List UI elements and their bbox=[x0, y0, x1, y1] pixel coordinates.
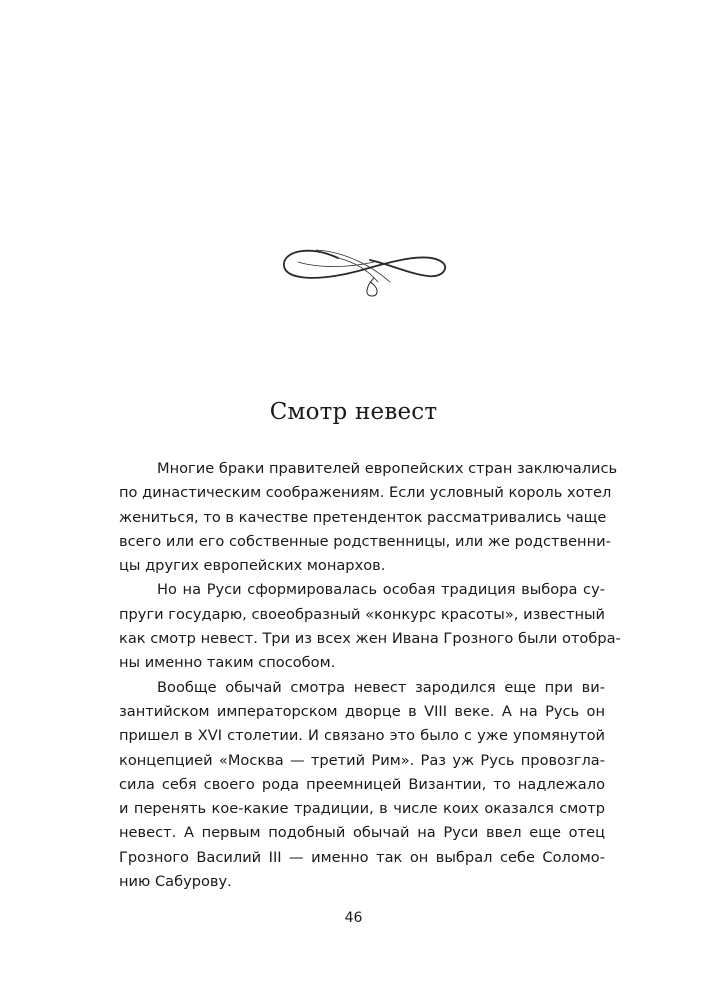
text-line: сила себя своего рода преемницей Византии, то надлежало bbox=[119, 775, 605, 793]
text-line: Вообще обычай смотра невест зародился еще при ви- bbox=[157, 678, 605, 696]
text-line: как смотр невест. Три из всех жен Ивана Грозного были отобра- bbox=[119, 630, 621, 648]
chapter-title: Смотр невест bbox=[269, 399, 438, 425]
page-number: 46 bbox=[344, 910, 363, 926]
text-line: нию Сабурову. bbox=[119, 873, 232, 891]
text-line: пруги государю, своеобразный «конкурс красоты», известный bbox=[119, 605, 605, 623]
text-line: ны именно таким способом. bbox=[119, 654, 336, 672]
text-line: цы других европейских монархов. bbox=[119, 557, 386, 575]
text-line: и перенять кое-какие традиции, в числе коих оказался смотр bbox=[119, 800, 605, 818]
text-line: по династическим соображениям. Если условный король хотел bbox=[119, 484, 612, 502]
text-line: зантийском императорском дворце в VIII веке. А на Русь он bbox=[119, 702, 605, 720]
body-text bbox=[119, 457, 621, 894]
text-line: невест. А первым подобный обычай на Руси ввел еще отец bbox=[119, 824, 605, 842]
text-line: Грозного Василий III — именно так он выбрал себе Соломо- bbox=[119, 848, 605, 866]
decorative-flourish-ornament bbox=[278, 238, 450, 302]
text-line: концепцией «Москва — третий Рим». Раз уж Русь провозгла- bbox=[119, 751, 605, 769]
text-line: жениться, то в качестве претенденток рассматривались чаще bbox=[119, 508, 607, 526]
text-line: Многие браки правителей европейских стран заключались bbox=[157, 460, 618, 477]
text-line: Но на Руси сформировалась особая традиция выбора су- bbox=[157, 581, 605, 599]
text-line: пришел в XVI столетии. И связано это было с уже упомянутой bbox=[119, 727, 605, 745]
text-line: всего или его собственные родственницы, или же родственни- bbox=[119, 532, 611, 550]
